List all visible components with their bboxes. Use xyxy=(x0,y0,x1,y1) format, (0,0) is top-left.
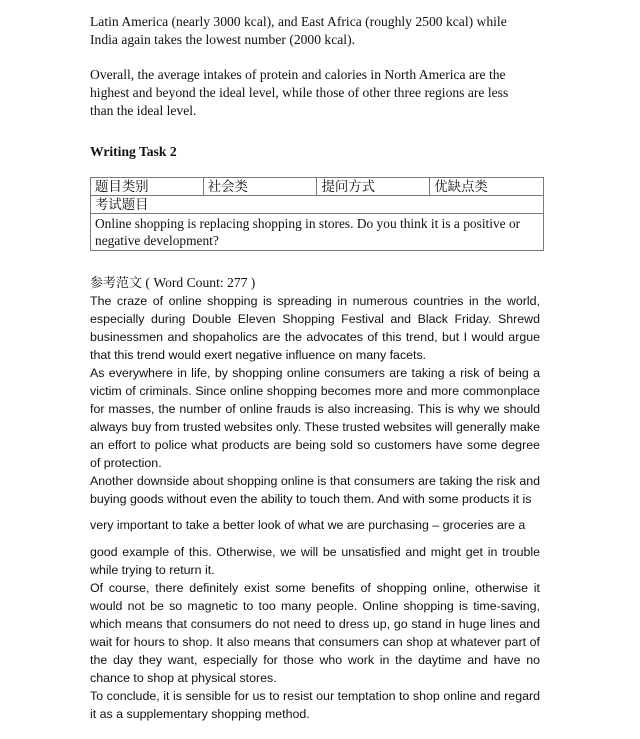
intro-paragraph-2: Overall, the average intakes of protein and calories in North America are the highest and beyond the ideal level, while those of other three regions are less than the ideal level. xyxy=(90,67,509,118)
category-label-cell: 题目类别 xyxy=(91,178,204,196)
essay-paragraph-benefits: Of course, there definitely exist some benefits of shopping online, otherwise it would not be so magnetic to too many people. Online shopping is time-saving, which means that consumers do not need to dress up, go stand in huge lines and wait for hours to shop. It also means that consumers can shop at whatever part of the day they want, especially for those who work in the daytime and have no chance to shop at physical stores. xyxy=(90,581,540,685)
sample-title-cjk: 参考范文 xyxy=(90,276,143,291)
section-heading: Writing Task 2 xyxy=(90,144,177,159)
essay-paragraph-conclusion: To conclude, it is sensible for us to resist our temptation to shop online and regard it as a supplementary shopping method. xyxy=(90,689,540,721)
category-value-cell: 社会类 xyxy=(203,178,317,196)
exam-question-cell: Online shopping is replacing shopping in stores. Do you think it is a positive or negative development? xyxy=(91,214,544,251)
essay-paragraph-intro: The craze of online shopping is spreading in numerous countries in the world, especially during Double Eleven Shopping Festival and Black Friday. Shrewd businessmen and shopaholics are the advocates of this trend, but I would argue that this trend would exert negative influence on many facets. xyxy=(90,294,540,362)
task-table xyxy=(90,177,544,251)
essay-paragraph-risk: As everywhere in life, by shopping online consumers are taking a risk of being a victim of criminals. Since online shopping becomes more and more commonplace for masses, the number of online frauds is also increasing. This is why we should always buy from trusted websites only. These trusted websites will generally make an effort to police what products are being sold so customers have some degree of protection. xyxy=(90,366,540,470)
question-type-label-cell: 提问方式 xyxy=(317,178,430,196)
task-table-row-question xyxy=(91,214,544,251)
exam-question-label-cell: 考试题目 xyxy=(91,196,544,214)
sample-essay-body xyxy=(90,292,540,723)
essay-paragraph-downside: Another downside about shopping online is that consumers are taking the risk and buying goods without even the ability to touch them. And with some products it is xyxy=(90,474,540,506)
task-table-row-category xyxy=(91,178,544,196)
essay-paragraph-downside-end: good example of this. Otherwise, we will be unsatisfied and might get in trouble while trying to return it. xyxy=(90,545,540,577)
intro-paragraph-1: Latin America (nearly 3000 kcal), and East Africa (roughly 2500 kcal) while India again takes the lowest number (2000 kcal). xyxy=(90,14,507,47)
task-table-row-title xyxy=(91,196,544,214)
question-type-value-cell: 优缺点类 xyxy=(430,178,544,196)
essay-paragraph-downside-line3: very important to take a better look of what we are purchasing – groceries are a xyxy=(90,518,526,532)
sample-essay-title xyxy=(90,274,255,293)
word-count: ( Word Count: 277 ) xyxy=(145,275,256,290)
